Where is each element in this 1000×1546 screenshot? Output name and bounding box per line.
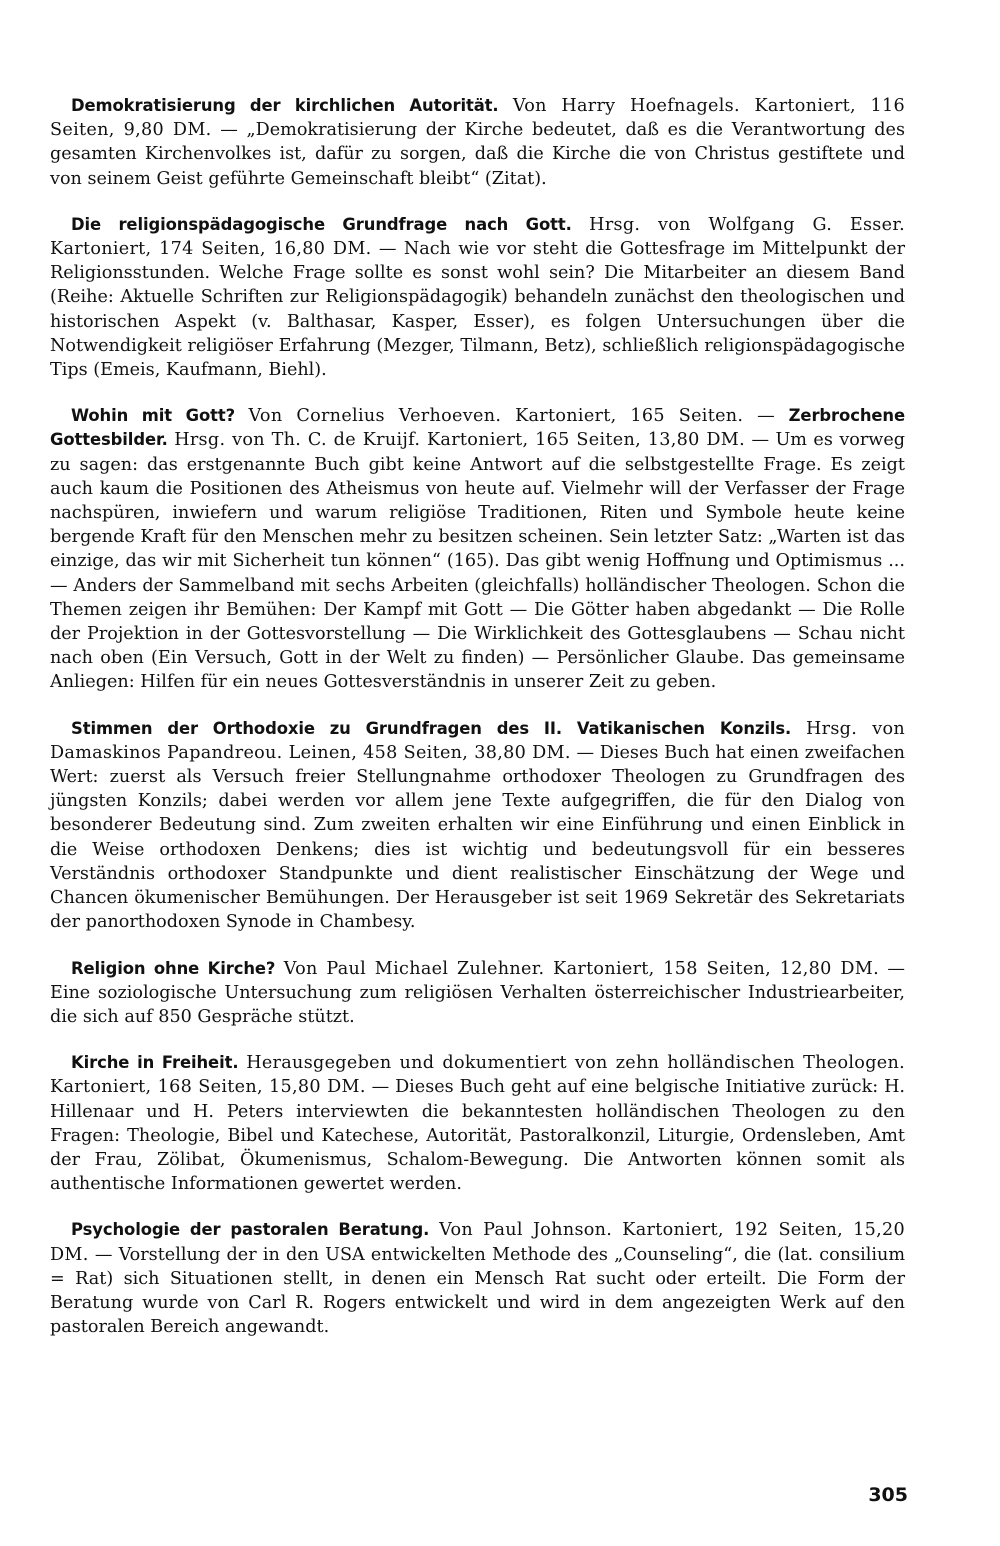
bibliographic-info: Hrsg. von Wolfgang G. Esser. Kartoniert, 174 Seiten, 16,80 DM. (50, 214, 905, 260)
bibliographic-info: Hrsg. von Damaskinos Papandreou. Leinen, 458 Seiten, 38,80 DM. (50, 718, 906, 763)
review-entry (50, 717, 905, 935)
bibliographic-info: Von Paul Johnson. Kartoniert, 192 Seiten, 15,20 DM. (50, 1220, 906, 1265)
book-title: Kirche in Freiheit. (71, 1053, 239, 1073)
bibliographic-info: Von Paul Michael Zulehner. Kartoniert, 158 Seiten, 12,80 DM. (283, 958, 879, 979)
review-page (50, 94, 905, 1361)
review-text: — Vorstellung der in den USA entwickelten Methode des „Counseling“, die (lat. consilium = Rat) sich Situationen stellt, in denen ein Mensch Rat sucht oder erteilt. Die Form der Beratung wurde von Carl R. Rogers entwickelt und wird in dem angezeigten Werk auf den pastoralen Bereich angewandt. (50, 1244, 906, 1338)
bibliographic-info-second: Hrsg. von Th. C. de Kruijf. Kartoniert, 165 Seiten, 13,80 DM. (174, 430, 745, 451)
review-text: — Eine soziologische Untersuchung zum religiösen Verhalten österreichischer Industriearbeiter, die sich auf 850 Gespräche stützt. (50, 958, 906, 1027)
review-text: — „Demokratisierung der Kirche bedeutet, daß es die Verantwortung des gesamten Kirchenvolkes ist, dafür zu sorgen, daß die Kirche die von Christus gestiftete und von seinem Geist geführte Gemeinschaft bleibt“ (Zitat). (50, 120, 905, 189)
review-entry (50, 957, 905, 1030)
book-title: Demokratisierung der kirchlichen Autorität. (71, 96, 499, 115)
book-title: Psychologie der pastoralen Beratung. (71, 1220, 430, 1240)
book-title: Die religionspädagogische Grundfrage nach Gott. (71, 214, 572, 234)
review-entry (50, 94, 905, 191)
review-text: — Um es vorweg zu sagen: das erstgenannte Buch gibt keine Antwort auf die selbstgestellte Frage. Es zeigt auch kaum die Positionen des Atheismus von heute auf. Vielmehr will der Verfasser der Frage nachspüren, inwiefern und warum religiöse Traditionen, Riten und Symbole heute keine bergende Kraft für den Menschen mehr zu besitzen scheinen. Sein letzter Satz: „Warten ist das einzige, das wir mit Sicherheit tun können“ (165). Das gibt wenig Hoffnung und Optimismus ... — Anders der Sammelband mit sechs Arbeiten (gleichfalls) holländischer Theologen. Schon die Themen zeigen ihr Bemühen: Der Kampf mit Gott — Die Götter haben abgedankt — Die Rolle der Projektion in der Gottesvorstellung — Die Wirklichkeit des Gottesglaubens — Schau nicht nach oben (Ein Versuch, Gott in der Welt zu finden) — Persönlicher Glaube. Das gemeinsame Anliegen: Hilfen für ein neues Gottesverständnis in unserer Zeit zu geben. (50, 430, 905, 693)
review-text: — Dieses Buch hat einen zweifachen Wert: zuerst als Versuch freier Stellungnahme orthodoxer Theologen zu Grundfragen des jüngsten Konzils; dabei werden vor allem jene Texte aufgegriffen, die für den Dialog von besonderer Bedeutung sind. Zum zweiten erhalten wir eine Einführung und einen Einblick in die Weise orthodoxen Denkens; dies ist wichtig und bedeutungsvoll für ein besseres Verständnis orthodoxer Standpunkte und dient realistischer Einschätzung der Wege und Chancen ökumenischer Bemühungen. Der Herausgeber ist seit 1969 Sekretär des Sekretariats der panorthodoxen Synode in Chambesy. (50, 742, 906, 933)
review-entry (50, 213, 905, 382)
review-entry (50, 1051, 905, 1196)
bibliographic-info: Herausgegeben und dokumentiert von zehn holländischen Theologen. Kartoniert, 168 Seiten, 15,80 DM. (50, 1053, 905, 1098)
book-title: Stimmen der Orthodoxie zu Grundfragen des II. Vatikanischen Konzils. (71, 718, 792, 738)
review-entry (50, 1218, 905, 1339)
review-entry (50, 404, 905, 694)
page-number: 305 (868, 1484, 908, 1506)
bibliographic-info: Von Cornelius Verhoeven. Kartoniert, 165 Seiten. — (248, 406, 776, 427)
book-title-second: Zerbrochene Gottesbilder. (50, 406, 905, 450)
review-text: — Nach wie vor steht die Gottesfrage im Mittelpunkt der Religionsstunden. Welche Frage sollte es sonst wohl sein? Die Mitarbeiter an diesem Band (Reihe: Aktuelle Schriften zur Religionspädagogik) behandeln zunächst den theologischen und historischen Aspekt (v. Balthasar, Kasper, Esser), es folgen Untersuchungen über die Notwendigkeit religiöser Erfahrung (Mezger, Tilmann, Betz), schließlich religionspädagogische Tips (Emeis, Kaufmann, Biehl). (50, 239, 906, 381)
book-title: Wohin mit Gott? (71, 406, 235, 426)
review-text: — Dieses Buch geht auf eine belgische Initiative zurück: H. Hillenaar und H. Peters interviewten die bekanntesten holländischen Theologen zu den Fragen: Theologie, Bibel und Katechese, Autorität, Pastoralkonzil, Liturgie, Ordensleben, Amt der Frau, Zölibat, Ökumenismus, Schalom-Bewegung. Die Antworten können somit als authentische Informationen gewertet werden. (50, 1077, 906, 1195)
book-title: Religion ohne Kirche? (71, 958, 276, 978)
bibliographic-info: Von Harry Hoefnagels. Kartoniert, 116 Seiten, 9,80 DM. (50, 96, 905, 141)
